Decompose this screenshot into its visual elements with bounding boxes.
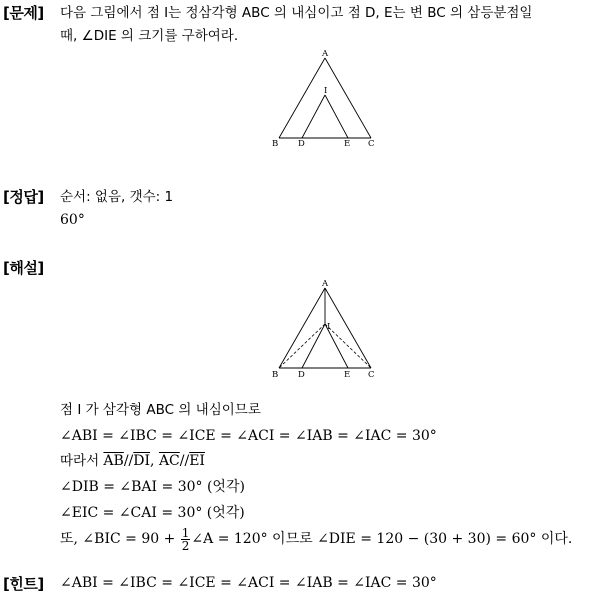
label-A: A [322,49,329,59]
explanation-tag: [해설] [3,259,44,277]
explanation-parallel: 따라서 $\overline{AB}//\overline{DI}$, $\overline{AC}//\overline{EI}$ [60,453,205,469]
fraction-half: $\frac{1}{2}$ [181,525,190,553]
problem-line-1: 다음 그림에서 점 I는 정삼각형 ABC 의 내심이고 점 D, E는 변 BC 의 삼등분점일 [60,5,533,21]
label-C-2: C [368,370,375,380]
explanation-last: 또, ∠BIC = 90 + $\frac{1}{2}$ ∠A = 120° 이므로 ∠DIE = 120 − (30 + 30) = 60° 이다. [60,525,573,553]
problem-tag: [문제] [3,4,44,22]
hint-tag: [힌트] [3,575,44,593]
label-B-2: B [272,370,279,380]
answer-meta: 순서: 없음, 갯수: 1 [60,189,174,205]
hint-text: ∠ABI = ∠IBC = ∠ICE = ∠ACI = ∠IAB = ∠IAC = 30° [60,575,437,591]
answer-tag: [정답] [3,188,44,206]
answer-value: 60° [60,212,85,228]
explanation-line-2: ∠ABI = ∠IBC = ∠ICE = ∠ACI = ∠IAB = ∠IAC = 30° [60,428,437,444]
label-B: B [272,139,279,149]
label-C: C [368,139,375,149]
label-A-2: A [322,279,329,289]
explanation-line-3: ∠DIB = ∠BAI = 30° (엇각) [60,479,245,495]
label-I-2: I [327,322,331,332]
explanation-figure [268,279,384,387]
explanation-line-1: 점 I 가 삼각형 ABC 의 내심이므로 [60,402,261,418]
label-E: E [344,139,351,149]
label-D-2: D [298,370,305,380]
problem-figure [268,46,384,156]
label-E-2: E [344,370,351,380]
problem-line-2: 때, ∠DIE 의 크기를 구하여라. [60,28,239,44]
label-I: I [324,86,328,96]
explanation-line-4: ∠EIC = ∠CAI = 30° (엇각) [60,505,245,521]
label-D: D [298,139,305,149]
